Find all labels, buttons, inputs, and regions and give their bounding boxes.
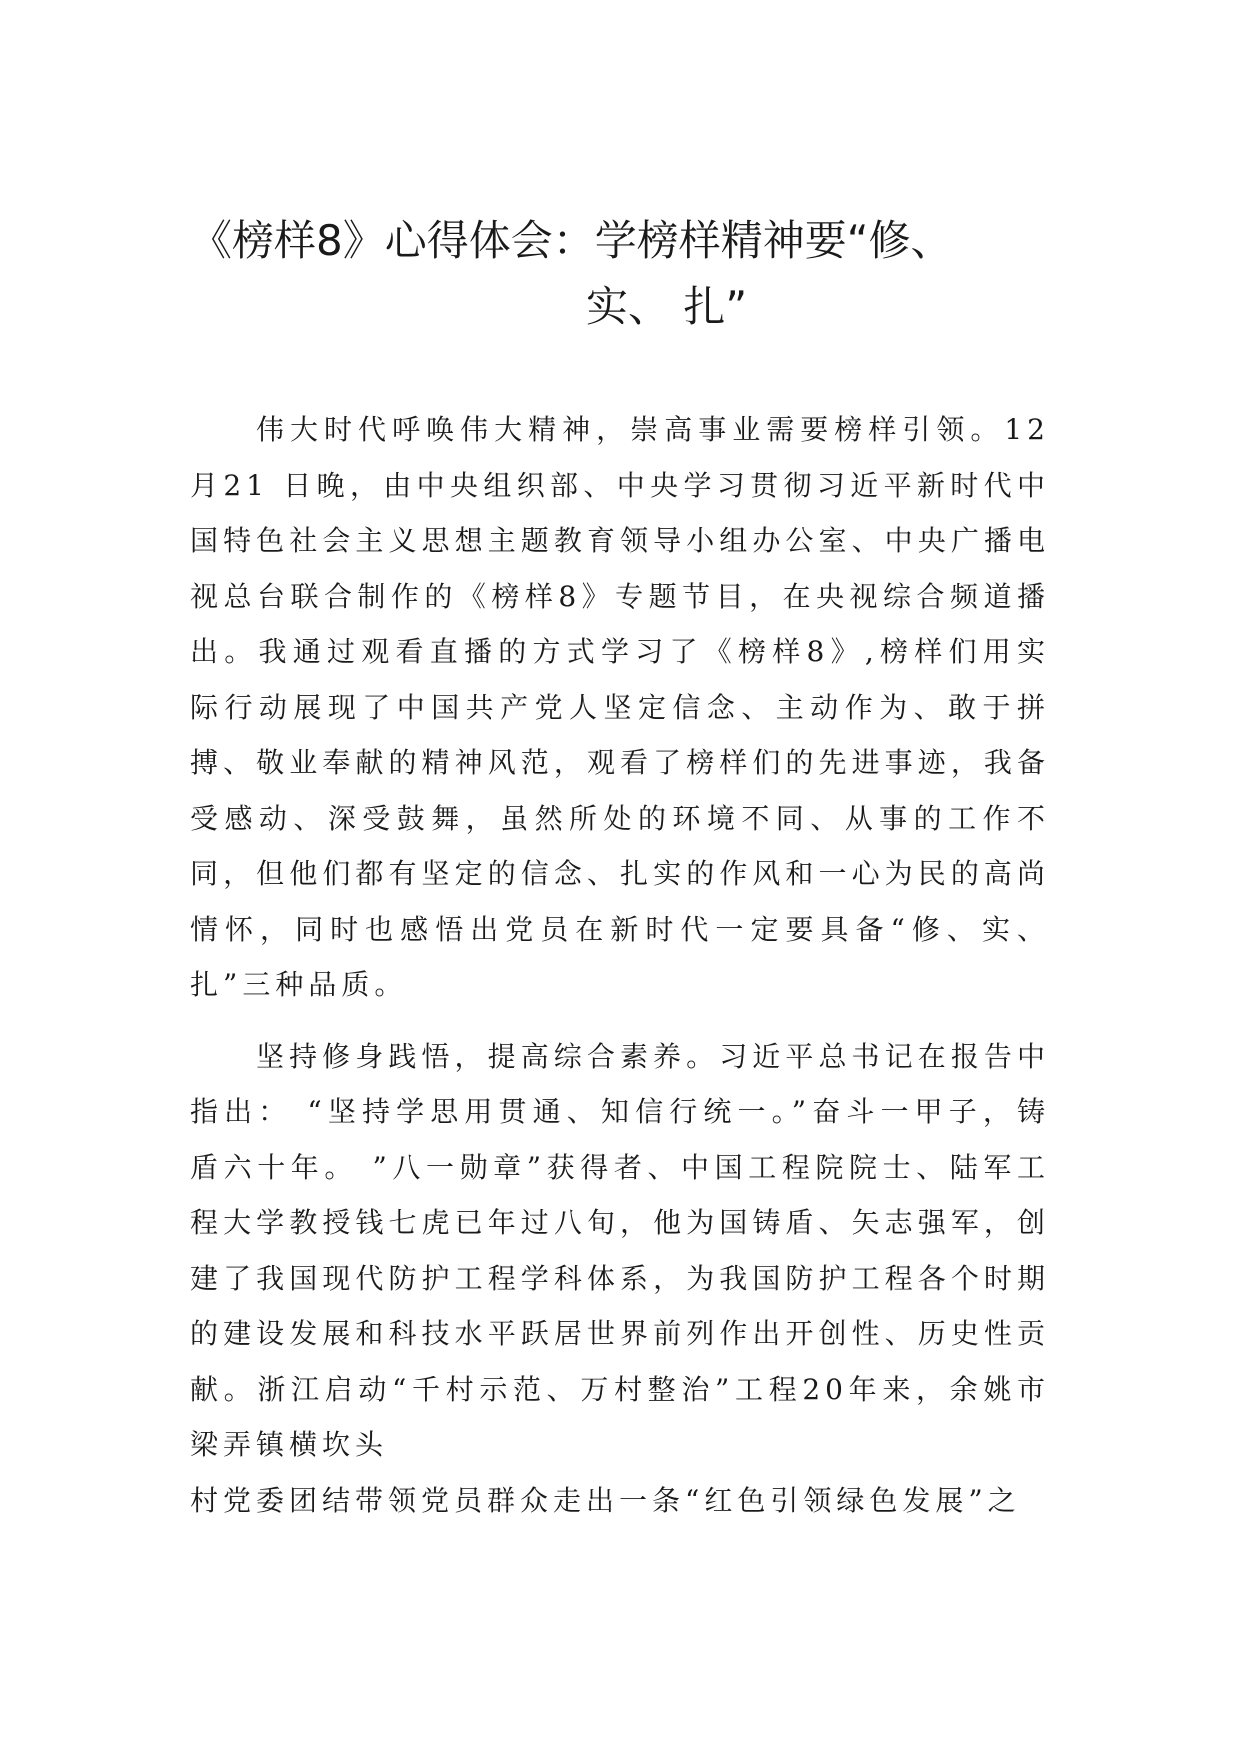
title-line-2: 实、 扎” — [586, 282, 748, 331]
title-line-1: 《榜样8》心得体会：学榜样精神要“修、 — [190, 216, 953, 265]
paragraph-1: 伟大时代呼唤伟大精神，崇高事业需要榜样引领。12月21 日晚，由中央组织部、中央学习贯彻习近平新时代中国特色社会主义思想主题教育领导小组办公室、中央广播电视总台联合制作的《榜样8》专题节目，在央视综合频道播出。我通过观看直播的方式学习了《榜样8》,榜样们用实际行动展现了中国共产党人坚定信念、主动作为、敢于拼搏、敬业奉献的精神风范，观看了榜样们的先进事迹，我备受感动、深受鼓舞，虽然所处的环境不同、从事的工作不同，但他们都有坚定的信念、扎实的作风和一心为民的高尚情怀，同时也感悟出党员在新时代一定要具备“修、实、扎”三种品质。 — [190, 413, 1050, 1001]
paragraph-continuation: 村党委团结带领党员群众走出一条“红色引领绿色发展”之 — [190, 1483, 1021, 1517]
paragraph-2: 坚持修身践悟，提高综合素养。习近平总书记在报告中指出： “坚持学思用贯通、知信行统一。”奋斗一甲子，铸盾六十年。 ”八一勋章”获得者、中国工程院院士、陆军工程大学教授钱七虎已年过八旬，他为国铸盾、矢志强军，创建了我国现代防护工程学科体系，为我国防护工程各个时期的建设发展和科技水平跃居世界前列作出开创性、历史性贡献。浙江启动“千村示范、万村整治”工程20年来，余姚市梁弄镇横坎头 — [190, 1039, 1050, 1461]
document-body — [190, 402, 1050, 1528]
document-title — [190, 208, 1050, 340]
